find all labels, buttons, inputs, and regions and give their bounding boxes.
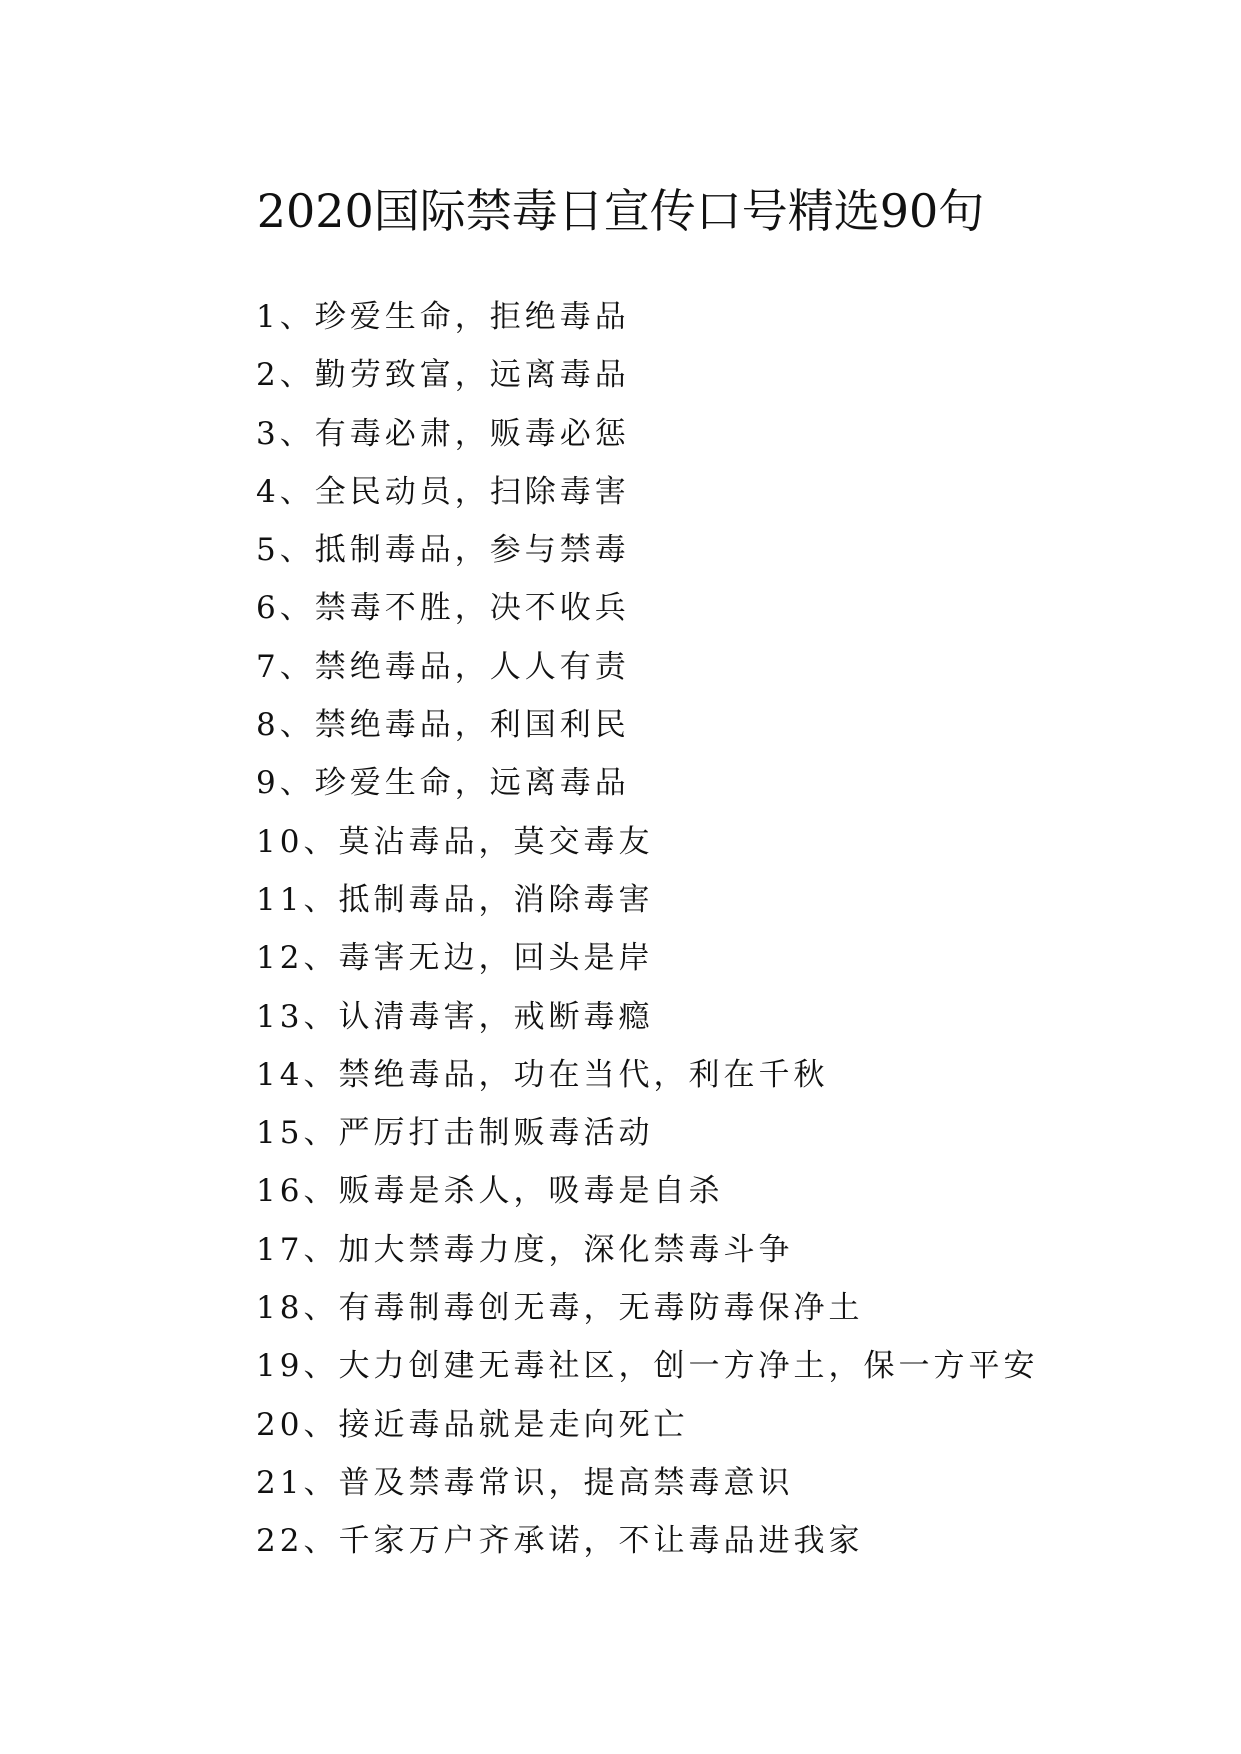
list-item: 14、禁绝毒品，功在当代，利在千秋 xyxy=(256,1056,829,1093)
list-item: 13、认清毒害，戒断毒瘾 xyxy=(256,998,654,1035)
list-item: 2、勤劳致富，远离毒品 xyxy=(256,357,630,394)
list-item: 5、抵制毒品，参与禁毒 xyxy=(256,532,630,569)
list-item: 11、抵制毒品，消除毒害 xyxy=(256,881,654,918)
list-item: 8、禁绝毒品，利国利民 xyxy=(256,707,630,744)
list-item: 9、珍爱生命，远离毒品 xyxy=(256,765,630,802)
list-item: 20、接近毒品就是走向死亡 xyxy=(256,1406,689,1443)
list-item: 21、普及禁毒常识，提高禁毒意识 xyxy=(256,1464,794,1501)
list-item: 16、贩毒是杀人，吸毒是自杀 xyxy=(256,1173,724,1210)
list-item: 22、千家万户齐承诺，不让毒品进我家 xyxy=(256,1523,864,1560)
list-item: 1、珍爱生命，拒绝毒品 xyxy=(256,299,630,335)
list-item: 10、莫沾毒品，莫交毒友 xyxy=(256,823,654,860)
list-item: 15、严厉打击制贩毒活动 xyxy=(256,1115,654,1152)
list-item: 12、毒害无边，回头是岸 xyxy=(256,940,654,977)
list-item: 3、有毒必肃，贩毒必惩 xyxy=(256,415,630,452)
list-item: 4、全民动员，扫除毒害 xyxy=(256,473,630,510)
list-item: 18、有毒制毒创无毒，无毒防毒保净土 xyxy=(256,1290,864,1327)
list-item: 7、禁绝毒品，人人有责 xyxy=(256,648,630,685)
list-item: 6、禁毒不胜，决不收兵 xyxy=(256,590,630,627)
list-item: 17、加大禁毒力度，深化禁毒斗争 xyxy=(256,1231,794,1268)
slogan-list xyxy=(256,288,1156,1571)
list-item: 19、大力创建无毒社区，创一方净土，保一方平安 xyxy=(256,1348,1039,1385)
page-title: 2020国际禁毒日宣传口号精选90句 xyxy=(256,183,985,238)
